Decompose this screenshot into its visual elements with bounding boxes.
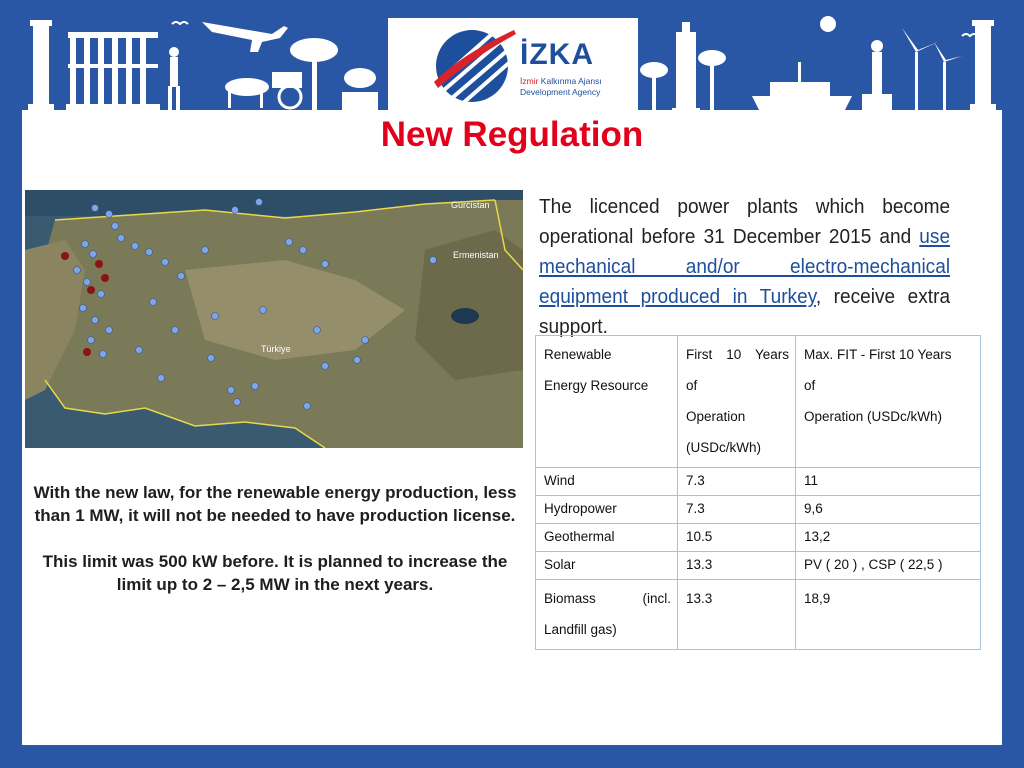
map-label-armenia: Ermenistan <box>453 250 499 260</box>
resource-cell: Solar <box>536 552 678 580</box>
table-header-row <box>536 336 981 468</box>
intro-text-end: , receive extra support. <box>539 285 951 338</box>
max-fit-cell: 13,2 <box>796 524 981 552</box>
table-row <box>536 496 981 524</box>
header-text: Operation <box>686 409 746 424</box>
header-text: Max. FIT - First 10 Years <box>804 347 952 362</box>
header-text: Energy Resource <box>544 378 649 393</box>
izka-logo-subtitle <box>520 76 602 86</box>
table-row <box>536 524 981 552</box>
header-text: Renewable <box>544 347 612 362</box>
table-row <box>536 580 981 650</box>
first-10-years-cell: 13.3 <box>678 552 796 580</box>
resource-cell: Wind <box>536 468 678 496</box>
slide-frame <box>22 12 1002 745</box>
header-text: of <box>686 378 698 393</box>
resource-cell <box>536 580 678 650</box>
header-text: Operation (USDc/kWh) <box>804 409 943 424</box>
intro-text: The licenced power plants which become operational before 31 December 2015 and <box>539 195 951 248</box>
equipment-link[interactable]: use mechanical and/or electro-mechanical equipment produced in Turkey <box>539 225 951 308</box>
slide-title: New Regulation <box>380 115 644 154</box>
table-row <box>536 552 981 580</box>
max-fit-cell: 11 <box>796 468 981 496</box>
first-10-years-cell: 10.5 <box>678 524 796 552</box>
izmir-text: İzmir <box>520 76 539 86</box>
header-cell-resource <box>536 336 678 468</box>
feed-in-tariff-table <box>535 335 981 650</box>
first-10-years-cell: 7.3 <box>678 496 796 524</box>
agency-tr-text: Kalkınma Ajansı <box>540 76 602 86</box>
izka-logo <box>388 18 638 114</box>
table-row <box>536 468 981 496</box>
resource-cell: Geothermal <box>536 524 678 552</box>
law-paragraph-2: This limit was 500 kW before. It is planned to increase the limit up to 2 – 2,5 MW in the next years. <box>42 552 508 594</box>
first-10-years-cell: 13.3 <box>678 580 796 650</box>
max-fit-cell: 9,6 <box>796 496 981 524</box>
izka-logo-text: İZKA <box>520 38 594 71</box>
header-text: (USDc/kWh) <box>686 440 761 455</box>
resource-text: Biomass (incl. <box>544 591 671 606</box>
map-label-georgia: Gürcistan <box>451 200 490 210</box>
max-fit-cell: PV ( 20 ) , CSP ( 22,5 ) <box>796 552 981 580</box>
max-fit-cell: 18,9 <box>796 580 981 650</box>
header-cell-max-fit <box>796 336 981 468</box>
globe-logo-icon <box>432 24 516 108</box>
map-label-turkey: Türkiye <box>261 344 291 354</box>
header-text: First 10 Years <box>686 347 789 362</box>
header-cell-first-10-years <box>678 336 796 468</box>
resource-cell: Hydropower <box>536 496 678 524</box>
first-10-years-cell: 7.3 <box>678 468 796 496</box>
agency-en-text: Development Agency <box>520 87 601 97</box>
intro-paragraph <box>539 192 950 342</box>
resource-text: Landfill gas) <box>544 622 617 637</box>
header-text: of <box>804 378 816 393</box>
turkey-power-plant-map <box>25 190 523 448</box>
law-paragraph-1: With the new law, for the renewable energy production, less than 1 MW, it will not be needed to have production license. <box>33 483 517 525</box>
law-text-block <box>30 482 520 620</box>
